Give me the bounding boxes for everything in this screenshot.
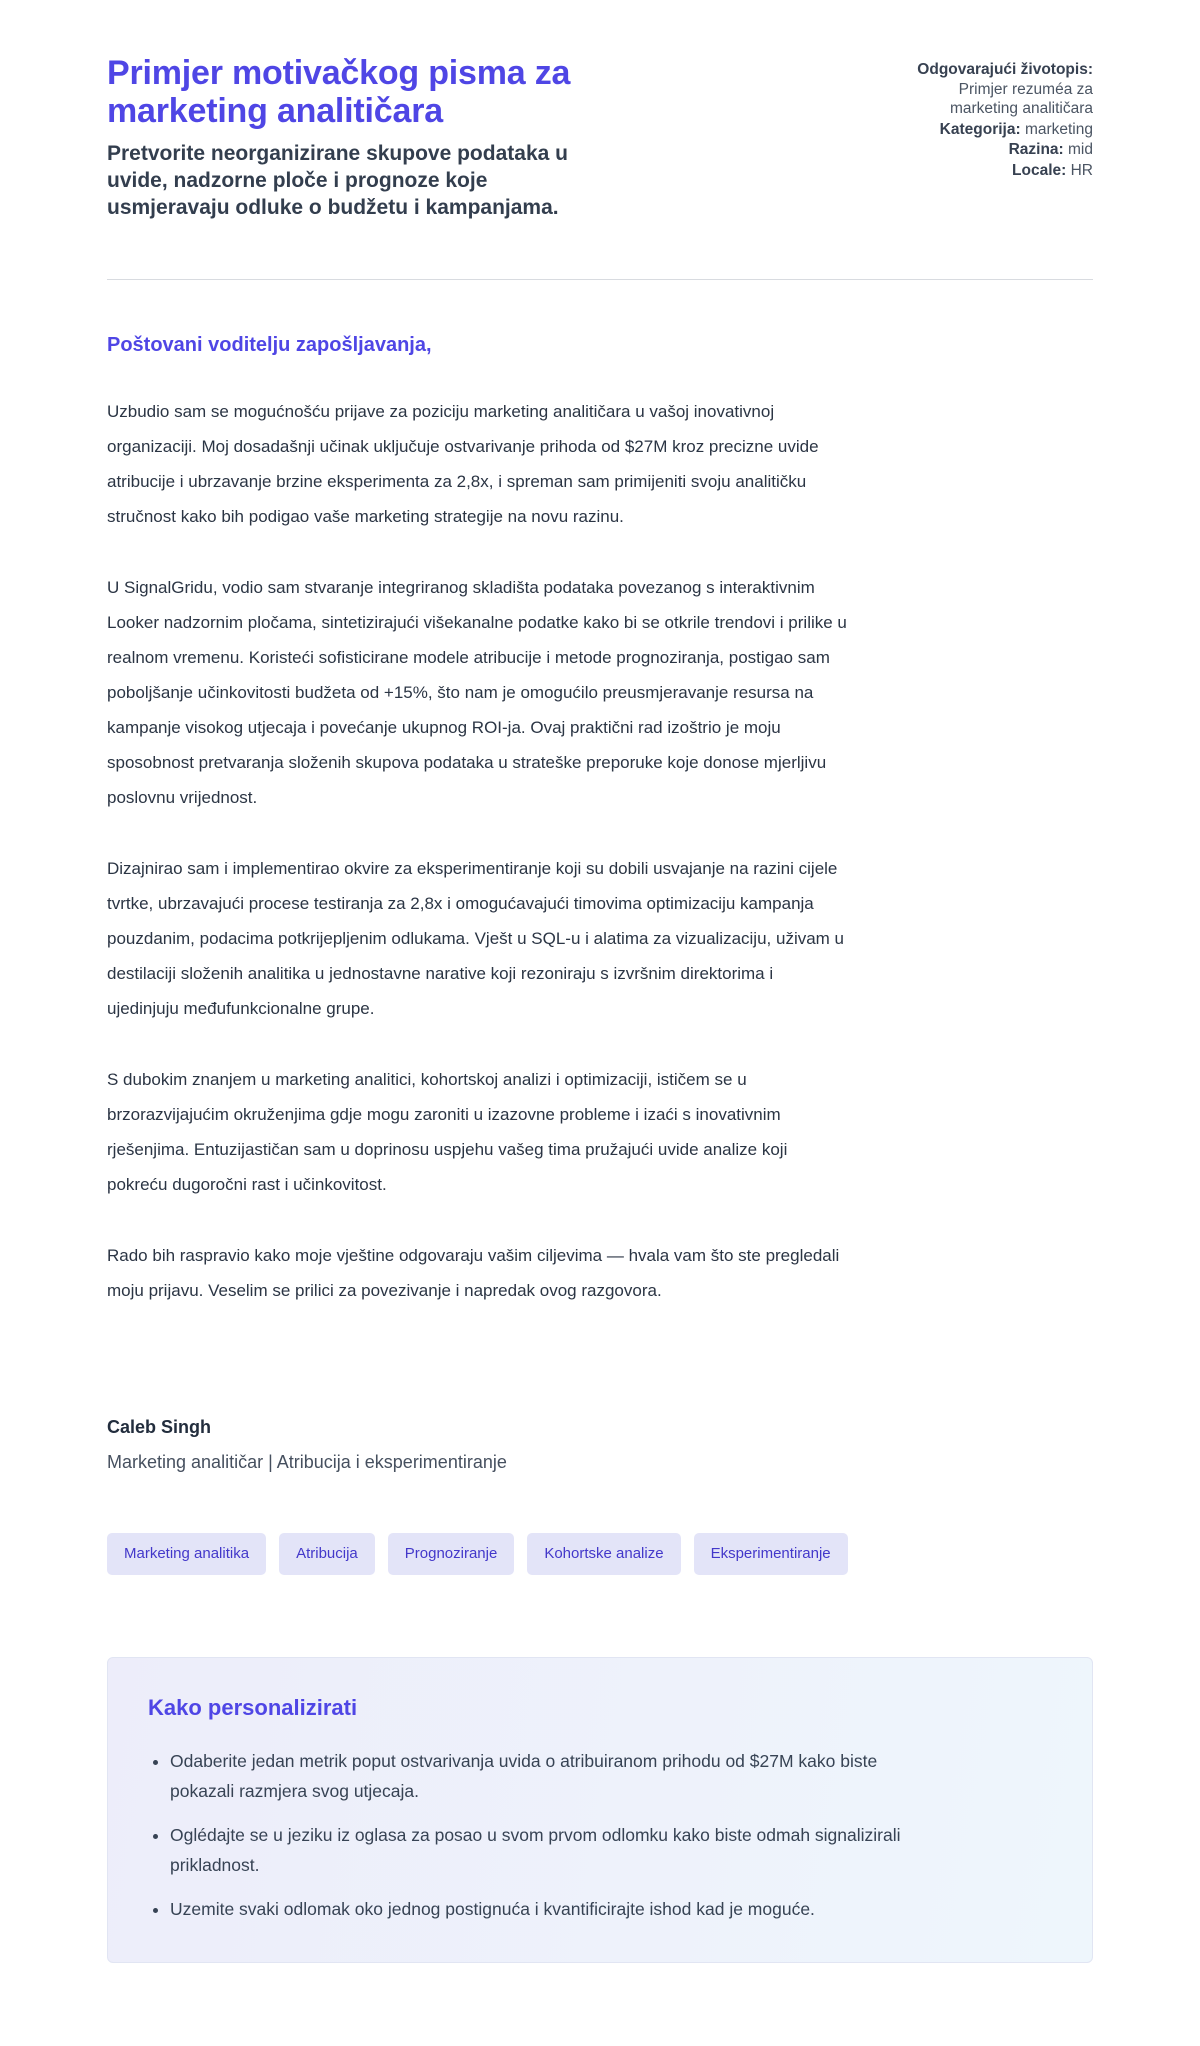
letter-paragraph: Rado bih raspravio kako moje vještine odgovaraju vašim ciljevima — hvala vam što ste pregledali moju prijavu. Veselim se prilici za povezivanje i napredak ovog razgovora. [107, 1246, 840, 1300]
tag-prognoziranje: Prognoziranje [388, 1533, 515, 1575]
signature-block [107, 1414, 1093, 1475]
meta-label-resume: Odgovarajući životopis: [917, 61, 1093, 78]
personalize-heading: Kako personalizirati [148, 1695, 358, 1720]
tag-marketing-analitika: Marketing analitika [107, 1533, 266, 1575]
meta-value-level: mid [1068, 141, 1093, 158]
letter-paragraph: U SignalGridu, vodio sam stvaranje integriranog skladišta podataka povezanog s interaktivnim Looker nadzornim pločama, sintetizirajući višekanalne podatke kako bi se otkrile trendovi i prilike u realnom vremenu. Koristeći sofisticirane modele atribucije i metode prognoziranja, postigao sam poboljšanje učinkovitosti budžeta od +15%, što nam je omogućilo preusmjeravanje resursa na kampanje visokog utjecaja i povećanje ukupnog ROI-ja. Ovaj praktični rad izoštrio je moju sposobnost pretvaranja složenih skupova podataka u strateške preporuke koje donose mjerljivu poslovnu vrijednost. [107, 578, 847, 807]
signature-title: Marketing analitičar | Atribucija i eksperimentiranje [107, 1452, 507, 1472]
tag-kohortske-analize: Kohortske analize [527, 1533, 680, 1575]
meta-label-locale: Locale: [1012, 161, 1067, 179]
personalize-bullet: • Uzemite svaki odlomak oko jednog postignuća i kvantificirajte ishod kad je moguće. [170, 1894, 916, 1924]
meta-label-category: Kategorija: [939, 120, 1021, 138]
letter-paragraph: S dubokim znanjem u marketing analitici, kohortskoj analizi i optimizaciji, ističem se u brzorazvijajućim okruženjima gdje mogu zaroniti u izazovne probleme i izaći s inovativnim rješenjima. Entuzijastičan sam u doprinosu uspjehu vašeg tima pružajući uvide analize koji pokreću dugoročni rast i učinkovitost. [107, 1070, 788, 1194]
tag-atribucija: Atribucija [279, 1533, 375, 1575]
header-divider [107, 279, 1093, 280]
meta-item-category [913, 120, 1093, 140]
letter-greeting: Poštovani voditelju zapošljavanja, [107, 334, 432, 356]
letter-paragraph: Uzbudio sam se mogućnošću prijave za poziciju marketing analitičara u vašoj inovativnoj organizaciji. Moj dosadašnji učinak uključuje ostvarivanje prihoda od $27M kroz precizne uvide atribucije i ubrzavanje brzine eksperimenta za 2,8x, i spreman sam primijeniti svoju analitičku stručnost kako bih podigao vaše marketing strategije na novu razinu. [107, 402, 819, 526]
meta-value-locale: HR [1070, 161, 1093, 179]
meta-item-level [913, 140, 1093, 160]
personalize-bullet: • Odaberite jedan metrik poput ostvarivanja uvida o atribuiranom prihodu od $27M kako biste pokazali razmjera svog utjecaja. [170, 1746, 916, 1806]
letter-paragraph: Dizajnirao sam i implementirao okvire za eksperimentiranje koji su dobili usvajanje na razini cijele tvrtke, ubrzavajući procese testiranja za 2,8x i omogućavajući timovima optimizaciju kampanja pouzdanim, podacima potkrijepljenim odlukama. Vješt u SQL-u i alatima za vizualizaciju, uživam u destilaciji složenih analitika u jednostavne narative koji rezoniraju s izvršnim direktorima i ujedinjuju međufunkcionalne grupe. [107, 859, 845, 1018]
meta-item-resume [913, 60, 1093, 119]
tag-list [107, 1533, 1093, 1575]
signature-name: Caleb Singh [107, 1417, 212, 1437]
header [107, 54, 1093, 221]
meta-value-category: marketing [1024, 120, 1093, 138]
meta-item-locale [913, 161, 1093, 181]
personalize-panel [107, 1657, 1093, 1963]
meta-label-level: Razina: [1008, 141, 1064, 158]
tag-eksperimentiranje: Eksperimentiranje [694, 1533, 848, 1575]
personalize-bullet: • Oglédajte se u jeziku iz oglasa za posao u svom prvom odlomku kako biste odmah signalizirali prikladnost. [170, 1820, 916, 1880]
meta-value-resume: Primjer rezuméa za marketing analitičara [949, 80, 1093, 117]
cover-letter-body [107, 332, 1093, 1475]
page-container [107, 0, 1093, 1963]
personalize-list [148, 1746, 916, 1924]
page-subtitle: Pretvorite neorganizirane skupove podataka u uvide, nadzorne ploče i prognoze koje usmjeravaju odluke o budžetu i kampanjama. [107, 142, 568, 219]
header-title-block [107, 54, 647, 221]
metadata-block [913, 54, 1093, 181]
page-title: Primjer motivačkog pisma za marketing analitičara [107, 54, 571, 130]
